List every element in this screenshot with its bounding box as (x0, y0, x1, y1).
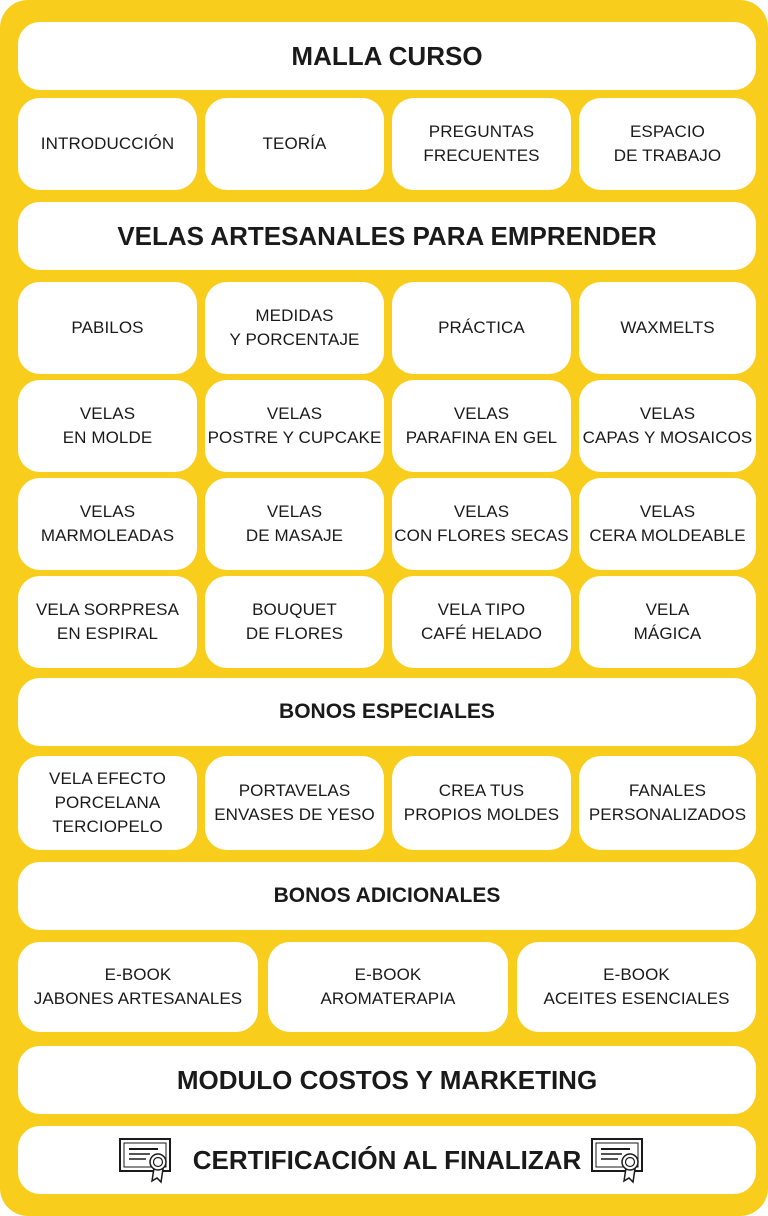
card-label: DE MASAJE (245, 526, 344, 545)
card-label: MARMOLEADAS (40, 526, 175, 545)
card-vela-sorpresa-espiral (18, 576, 197, 668)
card-label: TERCIOPELO (52, 817, 163, 836)
card-label: CAPAS Y MOSAICOS (582, 428, 753, 447)
card-crea-moldes (392, 756, 571, 850)
certificate-icon (118, 1136, 172, 1184)
card-label: VELA SORPRESA (35, 600, 180, 619)
card-pabilos (18, 282, 197, 374)
card-portavelas-yeso (205, 756, 384, 850)
card-label: FRECUENTES (423, 146, 540, 165)
card-introduccion (18, 98, 197, 190)
card-label: PERSONALIZADOS (588, 805, 747, 824)
card-vela-magica (579, 576, 756, 668)
card-label: PROPIOS MOLDES (403, 805, 560, 824)
card-medidas-porcentaje (205, 282, 384, 374)
card-label: DE FLORES (245, 624, 344, 643)
card-ebook-jabones (18, 942, 258, 1032)
card-label: CREA TUS (438, 781, 525, 800)
card-preguntas-frecuentes (392, 98, 571, 190)
card-label: PREGUNTAS (428, 122, 535, 141)
card-velas-capas-mosaicos (579, 380, 756, 472)
card-vela-cafe-helado (392, 576, 571, 668)
card-label: INTRODUCCIÓN (40, 134, 175, 153)
card-espacio-de-trabajo (579, 98, 756, 190)
card-label: PABILOS (71, 318, 144, 337)
card-label: VELAS (453, 404, 510, 423)
card-velas-en-molde (18, 380, 197, 472)
card-label: DE TRABAJO (613, 146, 722, 165)
card-label: TEORÍA (262, 134, 327, 153)
section-title: MODULO COSTOS Y MARKETING (176, 1064, 598, 1095)
card-label: EN ESPIRAL (56, 624, 159, 643)
card-velas-de-masaje (205, 478, 384, 570)
card-label: CON FLORES SECAS (394, 526, 569, 545)
card-label: FANALES (628, 781, 707, 800)
card-label: MÁGICA (633, 624, 702, 643)
card-label: ENVASES DE YESO (214, 805, 375, 824)
section-header-modulo-costos (18, 1046, 756, 1114)
card-velas-cera-moldeable (579, 478, 756, 570)
card-label: VELAS (639, 502, 696, 521)
section-header-certificacion (18, 1126, 756, 1194)
card-velas-flores-secas (392, 478, 571, 570)
certificate-icon (590, 1136, 644, 1184)
card-practica (392, 282, 571, 374)
card-ebook-aceites (517, 942, 756, 1032)
card-label: VELAS (79, 502, 136, 521)
card-label: PARAFINA EN GEL (405, 428, 558, 447)
card-label: POSTRE Y CUPCAKE (207, 428, 382, 447)
section-header-bonos-especiales (18, 678, 756, 746)
card-label: E-BOOK (354, 965, 422, 984)
card-label: PORTAVELAS (238, 781, 351, 800)
card-label: PORCELANA (54, 793, 161, 812)
section-header-bonos-adicionales (18, 862, 756, 930)
card-vela-efecto-porcelana (18, 756, 197, 850)
card-label: ESPACIO (629, 122, 706, 141)
section-title: BONOS ADICIONALES (273, 884, 501, 907)
card-fanales-personalizados (579, 756, 756, 850)
card-velas-parafina-gel (392, 380, 571, 472)
card-label: ACEITES ESENCIALES (543, 989, 730, 1008)
card-waxmelts (579, 282, 756, 374)
card-label: VELA TIPO (437, 600, 526, 619)
card-velas-postre-cupcake (205, 380, 384, 472)
card-label: MEDIDAS (255, 306, 334, 325)
card-velas-marmoleadas (18, 478, 197, 570)
card-label: VELA EFECTO (49, 769, 166, 788)
card-label: WAXMELTS (620, 318, 715, 337)
card-label: E-BOOK (603, 965, 670, 984)
section-title: VELAS ARTESANALES PARA EMPRENDER (117, 220, 657, 251)
card-label: JABONES ARTESANALES (33, 989, 243, 1008)
card-label: AROMATERAPIA (320, 989, 456, 1008)
section-title: BONOS ESPECIALES (279, 700, 495, 723)
card-label: E-BOOK (104, 965, 172, 984)
card-label: VELA (645, 600, 690, 619)
section-header-velas-artesanales (18, 202, 756, 270)
card-label: VELAS (639, 404, 696, 423)
card-label: CAFÉ HELADO (420, 624, 543, 643)
section-title: CERTIFICACIÓN AL FINALIZAR (192, 1144, 582, 1175)
card-label: EN MOLDE (62, 428, 153, 447)
card-bouquet-de-flores (205, 576, 384, 668)
card-label: BOUQUET (252, 600, 337, 619)
card-teoria (205, 98, 384, 190)
card-label: Y PORCENTAJE (229, 330, 360, 349)
card-label: VELAS (266, 404, 323, 423)
section-title: MALLA CURSO (291, 40, 483, 71)
card-label: PRÁCTICA (438, 318, 525, 337)
card-label: CERA MOLDEABLE (589, 526, 746, 545)
card-label: VELAS (453, 502, 510, 521)
card-label: VELAS (79, 404, 136, 423)
card-ebook-aromaterapia (268, 942, 508, 1032)
card-label: VELAS (266, 502, 323, 521)
section-header-malla-curso (18, 22, 756, 90)
